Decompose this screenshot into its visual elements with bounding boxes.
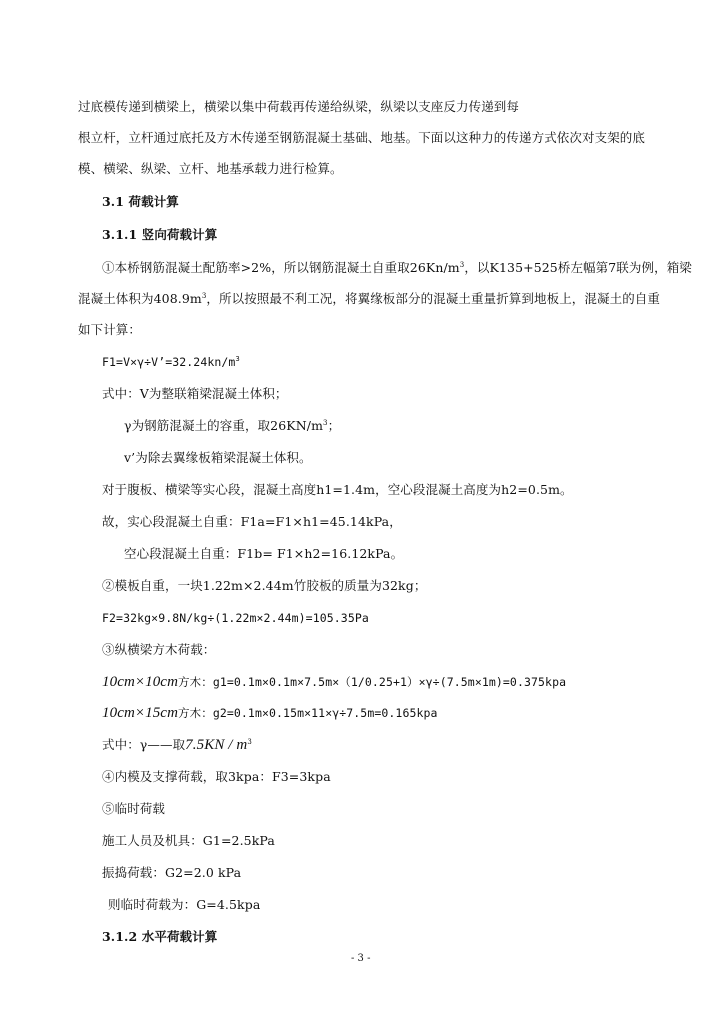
worker-equipment-load: 施工人员及机具：G1=2.5kPa <box>102 833 275 848</box>
section-heading-3-1: 3.1 荷载计算 <box>102 194 179 209</box>
hollow-section-weight: 空心段混凝土自重：F1b= F1×h2=16.12kPa。 <box>124 546 404 561</box>
paragraph-line-1: 过底模传递到横梁上，横梁以集中荷载再传递给纵梁，纵梁以支座反力传递到每 <box>78 99 520 114</box>
where-clause-gamma-end: ； <box>327 418 341 433</box>
concrete-height-line: 对于腹板、横梁等实心段，混凝土高度h1=1.4m，空心段混凝土高度为h2=0.5m。 <box>102 482 573 497</box>
formwork-weight-heading: ②模板自重，一块1.22m×2.44m竹胶板的质量为32kg； <box>102 578 427 593</box>
concrete-volume-text-b: ，所以按照最不利工况，将翼缘板部分的混凝土重量折算到地板上，混凝土的自重 <box>206 291 661 306</box>
formula-f1-text: F1=V×γ÷V’=32.24kn/m <box>102 355 236 369</box>
where-clause-gamma-text: γ为钢筋混凝土的容重，取26KN/m <box>124 418 324 433</box>
timber-size-10x15: 10cm×15cm <box>102 705 179 721</box>
formula-g2 <box>102 705 438 721</box>
unit-superscript: 3 <box>235 355 240 364</box>
timber-load-heading: ③纵横梁方木荷载： <box>102 642 216 657</box>
concrete-weight-line-1 <box>102 260 692 276</box>
paragraph-line-2: 根立杆，立杆通过底托及方木传递至钢筋混凝土基础、地基。下面以这种力的传递方式依次对支架的底 <box>78 130 646 145</box>
concrete-weight-line-3: 如下计算： <box>78 322 142 337</box>
formula-f2: F2=32kg×9.8N/kg÷(1.22m×2.44m)=105.35Pa <box>102 611 369 625</box>
unit-superscript: 3 <box>323 418 328 427</box>
where-clause-gamma <box>124 418 340 434</box>
concrete-volume-text: 混凝土体积为408.9m <box>78 291 202 306</box>
temporary-load-total: 则临时荷载为：G=4.5kpa <box>108 897 261 912</box>
where-clause-timber-gamma-text: 式中：γ——取 <box>102 737 186 752</box>
inner-mold-load: ④内模及支撑荷载，取3kpa：F3=3kpa <box>102 769 331 784</box>
unit-superscript: 3 <box>247 737 252 746</box>
section-heading-3-1-1: 3.1.1 竖向荷载计算 <box>102 227 218 242</box>
concrete-weight-text-a: ①本桥钢筋混凝土配筋率>2%，所以钢筋混凝土自重取26Kn/m <box>102 260 460 275</box>
timber-unit-weight: 7.5KN / m <box>185 737 248 753</box>
where-clause-v-prime: v’为除去翼缘板箱梁混凝土体积。 <box>124 450 312 465</box>
where-clause-timber-gamma <box>102 737 252 753</box>
temporary-load-heading: ⑤临时荷载 <box>102 801 166 816</box>
concrete-weight-line-2 <box>78 291 660 307</box>
formula-g1 <box>102 674 566 690</box>
formula-g2-text: 方木：g2=0.1m×0.15m×11×γ÷7.5m=0.165kpa <box>178 706 438 720</box>
page-number: - 3 - <box>351 953 371 964</box>
where-clause-v: 式中：V为整联箱梁混凝土体积； <box>102 386 288 401</box>
formula-g1-text: 方木：g1=0.1m×0.1m×7.5m×（1/0.25+1）×γ÷(7.5m×1m)=0.375kpa <box>178 675 567 689</box>
solid-section-weight: 故，实心段混凝土自重：F1a=F1×h1=45.14kPa， <box>102 514 402 529</box>
vibration-load: 振捣荷载：G2=2.0 kPa <box>102 865 242 880</box>
section-heading-3-1-2: 3.1.2 水平荷载计算 <box>102 929 218 944</box>
paragraph-line-3: 模、横梁、纵梁、立杆、地基承载力进行检算。 <box>78 161 343 176</box>
formula-f1 <box>102 354 240 370</box>
unit-superscript: 3 <box>201 291 207 300</box>
unit-superscript: 3 <box>459 260 465 269</box>
concrete-weight-text-b: ，以K135+525桥左幅第7联为例，箱梁 <box>464 260 692 275</box>
timber-size-10x10: 10cm×10cm <box>102 674 179 690</box>
